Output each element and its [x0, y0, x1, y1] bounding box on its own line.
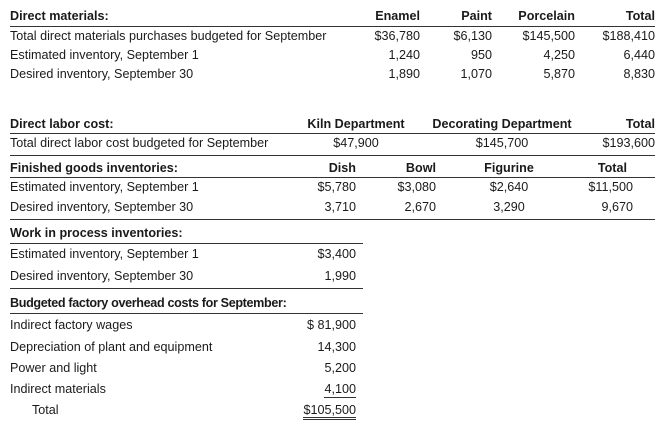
row-label: Depreciation of plant and equipment: [10, 340, 213, 354]
cell: 4,250: [543, 48, 575, 62]
section-rule: [10, 288, 363, 289]
cell: $3,080: [397, 180, 436, 194]
header-rule: [10, 177, 655, 178]
wip-heading: Work in process inventories:: [10, 226, 183, 240]
cell: 5,200: [324, 361, 356, 375]
row-label: Desired inventory, September 30: [10, 269, 194, 283]
col-total: Total: [597, 161, 627, 175]
header-rule: [10, 243, 363, 244]
cell: $188,410: [602, 29, 655, 43]
cell: 6,440: [623, 48, 655, 62]
header-rule: [10, 26, 655, 27]
cell: 9,670: [601, 200, 633, 214]
total-cell: [290, 403, 356, 418]
col-total: Total: [625, 9, 655, 23]
cell-underlined: 4,100: [324, 382, 356, 396]
header-rule: [10, 313, 363, 314]
cell: $145,700: [475, 136, 529, 150]
cell: 2,670: [404, 200, 436, 214]
cell: $5,780: [317, 180, 356, 194]
cell: [290, 382, 356, 397]
row-label: Total direct labor cost budgeted for September: [10, 136, 269, 150]
cell: $ 81,900: [306, 318, 356, 332]
col-paint: Paint: [461, 9, 492, 23]
row-label: Estimated inventory, September 1: [10, 180, 199, 194]
row-label: Desired inventory, September 30: [10, 200, 194, 214]
total-value: $105,500: [303, 403, 356, 420]
row-label: Indirect factory wages: [10, 318, 133, 332]
row-label: Power and light: [10, 361, 97, 375]
col-dish: Dish: [328, 161, 356, 175]
cell: $193,600: [602, 136, 655, 150]
row-label: Total direct materials purchases budgeted for September: [10, 29, 327, 43]
cell: 1,990: [324, 269, 356, 283]
cell: 950: [470, 48, 492, 62]
cell: 14,300: [317, 340, 356, 354]
direct-labor-heading: Direct labor cost:: [10, 117, 114, 131]
cell: $145,500: [522, 29, 575, 43]
overhead-heading: Budgeted factory overhead costs for September:: [10, 296, 287, 310]
cell: 3,710: [324, 200, 356, 214]
cell: 1,240: [388, 48, 420, 62]
cell: 1,070: [460, 67, 492, 81]
header-rule: [10, 133, 655, 134]
row-label: Desired inventory, September 30: [10, 67, 194, 81]
cell: $36,780: [374, 29, 420, 43]
col-figurine: Figurine: [484, 161, 534, 175]
col-kiln-department: Kiln Department: [307, 117, 405, 131]
col-porcelain: Porcelain: [518, 9, 575, 23]
cell: $11,500: [588, 180, 633, 194]
cell: $47,900: [333, 136, 379, 150]
row-label: Indirect materials: [10, 382, 106, 396]
section-rule: [10, 219, 655, 220]
row-label: Estimated inventory, September 1: [10, 247, 199, 261]
col-enamel: Enamel: [375, 9, 420, 23]
cell: 5,870: [543, 67, 575, 81]
col-decorating-department: Decorating Department: [432, 117, 572, 131]
col-total: Total: [625, 117, 655, 131]
finished-goods-heading: Finished goods inventories:: [10, 161, 178, 175]
section-rule: [10, 155, 655, 156]
total-label: Total: [32, 403, 59, 417]
row-label: Estimated inventory, September 1: [10, 48, 199, 62]
cell: $3,400: [317, 247, 356, 261]
cell: $2,640: [489, 180, 529, 194]
direct-materials-heading: Direct materials:: [10, 9, 109, 23]
col-bowl: Bowl: [405, 161, 436, 175]
cell: $6,130: [453, 29, 492, 43]
cell: 8,830: [623, 67, 655, 81]
cell: 1,890: [388, 67, 420, 81]
cell: 3,290: [493, 200, 525, 214]
